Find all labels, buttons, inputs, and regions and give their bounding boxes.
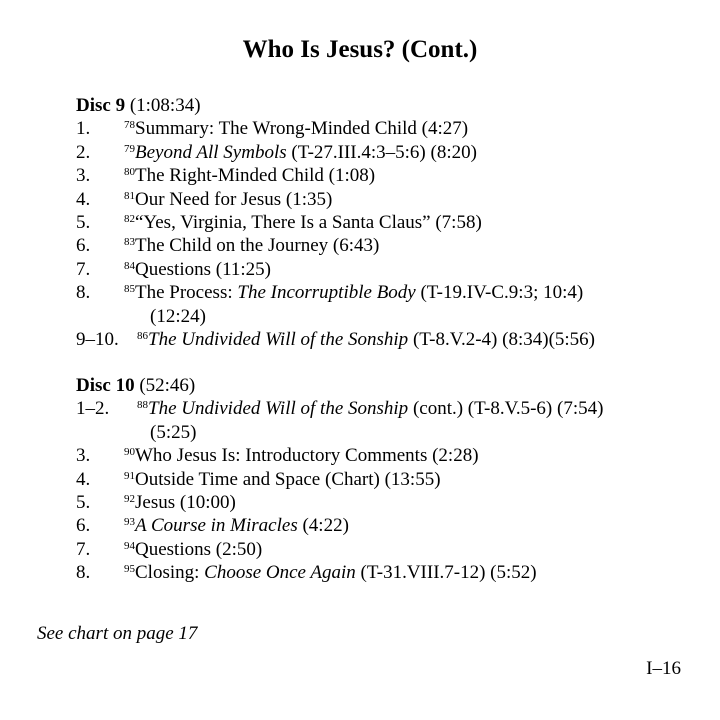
reference-number: 94 xyxy=(124,539,135,552)
track-title-italic: The Undivided Will of the Sonship xyxy=(148,398,409,420)
track-title-text: Outside Time and Space (Chart) (13:55) xyxy=(135,468,441,490)
reference-number: 80 xyxy=(124,166,135,179)
track-title-text: Who Jesus Is: Introductory Comments (2:28) xyxy=(135,445,479,467)
reference-number: 92 xyxy=(124,493,135,506)
track-item xyxy=(76,141,696,164)
page-number: I–16 xyxy=(646,658,681,679)
track-item xyxy=(76,514,696,537)
track-number: 4. xyxy=(76,188,91,210)
track-title-text: Questions (2:50) xyxy=(135,538,263,560)
track-duration-continued: (12:24) xyxy=(150,305,206,327)
track-item xyxy=(76,538,696,561)
track-title-text: (cont.) (T-8.V.5-6) (7:54) xyxy=(408,398,604,420)
track-number: 8. xyxy=(76,282,91,304)
track-list xyxy=(76,117,696,351)
track-item xyxy=(76,164,696,187)
disc-heading xyxy=(76,94,696,117)
track-number: 4. xyxy=(76,468,91,490)
reference-number: 84 xyxy=(124,259,135,272)
disc-label: Disc 9 xyxy=(76,95,126,116)
track-title-italic: Beyond All Symbols xyxy=(135,141,287,163)
track-duration-continued: (5:25) xyxy=(150,421,197,443)
track-item xyxy=(76,258,696,281)
footer-note: See chart on page 17 xyxy=(37,623,198,644)
track-number: 3. xyxy=(76,445,91,467)
track-number: 5. xyxy=(76,212,91,234)
track-title-text: The Right-Minded Child (1:08) xyxy=(135,165,376,187)
track-item xyxy=(76,444,696,467)
track-item xyxy=(76,397,696,444)
reference-number: 86 xyxy=(137,330,148,343)
track-item xyxy=(76,561,696,584)
track-title-text: Questions (11:25) xyxy=(135,258,271,280)
reference-number: 79 xyxy=(124,142,135,155)
track-number: 8. xyxy=(76,562,91,584)
track-title-italic: Choose Once Again xyxy=(204,562,356,584)
track-item xyxy=(76,211,696,234)
track-title-text: Our Need for Jesus (1:35) xyxy=(135,188,333,210)
track-title-text: The Child on the Journey (6:43) xyxy=(135,235,380,257)
track-number: 1. xyxy=(76,118,91,140)
track-item xyxy=(76,328,696,351)
track-number: 5. xyxy=(76,492,91,514)
track-number: 3. xyxy=(76,165,91,187)
track-title-text: “Yes, Virginia, There Is a Santa Claus” (7:58) xyxy=(135,212,482,234)
disc-9-section xyxy=(76,94,696,351)
track-number: 7. xyxy=(76,538,91,560)
disc-duration: (52:46) xyxy=(139,375,196,396)
reference-number: 90 xyxy=(124,446,135,459)
track-number: 9–10. xyxy=(76,329,119,351)
reference-number: 93 xyxy=(124,516,135,529)
track-number: 2. xyxy=(76,141,91,163)
track-item xyxy=(76,117,696,140)
track-list xyxy=(76,397,696,584)
track-title-text: Jesus (10:00) xyxy=(135,492,236,514)
track-title-text: (T-31.VIII.7-12) (5:52) xyxy=(355,562,537,584)
reference-number: 82 xyxy=(124,213,135,226)
reference-number: 81 xyxy=(124,189,135,202)
page-title: Who Is Jesus? (Cont.) xyxy=(242,36,478,63)
track-title-text: (T-8.V.2-4) (8:34)(5:56) xyxy=(408,329,595,351)
track-title-text: (T-27.III.4:3–5:6) (8:20) xyxy=(286,141,477,163)
track-item xyxy=(76,468,696,491)
track-number: 6. xyxy=(76,235,91,257)
track-item xyxy=(76,188,696,211)
track-title-italic: The Undivided Will of the Sonship xyxy=(148,329,409,351)
track-title-text: (4:22) xyxy=(297,515,349,537)
disc-heading xyxy=(76,374,696,397)
track-item xyxy=(76,281,696,328)
track-number: 1–2. xyxy=(76,398,110,420)
reference-number: 78 xyxy=(124,119,135,132)
track-title-text: The Process: xyxy=(135,282,238,304)
reference-number: 88 xyxy=(137,399,148,412)
reference-number: 95 xyxy=(124,563,135,576)
reference-number: 85 xyxy=(124,283,135,296)
track-title-text: Closing: xyxy=(135,562,205,584)
disc-duration: (1:08:34) xyxy=(129,95,201,116)
track-title-text: Summary: The Wrong-Minded Child (4:27) xyxy=(135,118,469,140)
track-number: 6. xyxy=(76,515,91,537)
reference-number: 83 xyxy=(124,236,135,249)
track-title-text: (T-19.IV-C.9:3; 10:4) xyxy=(415,282,584,304)
track-title-italic: The Incorruptible Body xyxy=(237,282,416,304)
track-title-italic: A Course in Miracles xyxy=(135,515,298,537)
track-item xyxy=(76,234,696,257)
disc-10-section xyxy=(76,374,696,585)
reference-number: 91 xyxy=(124,469,135,482)
track-number: 7. xyxy=(76,258,91,280)
track-item xyxy=(76,491,696,514)
disc-label: Disc 10 xyxy=(76,375,135,396)
